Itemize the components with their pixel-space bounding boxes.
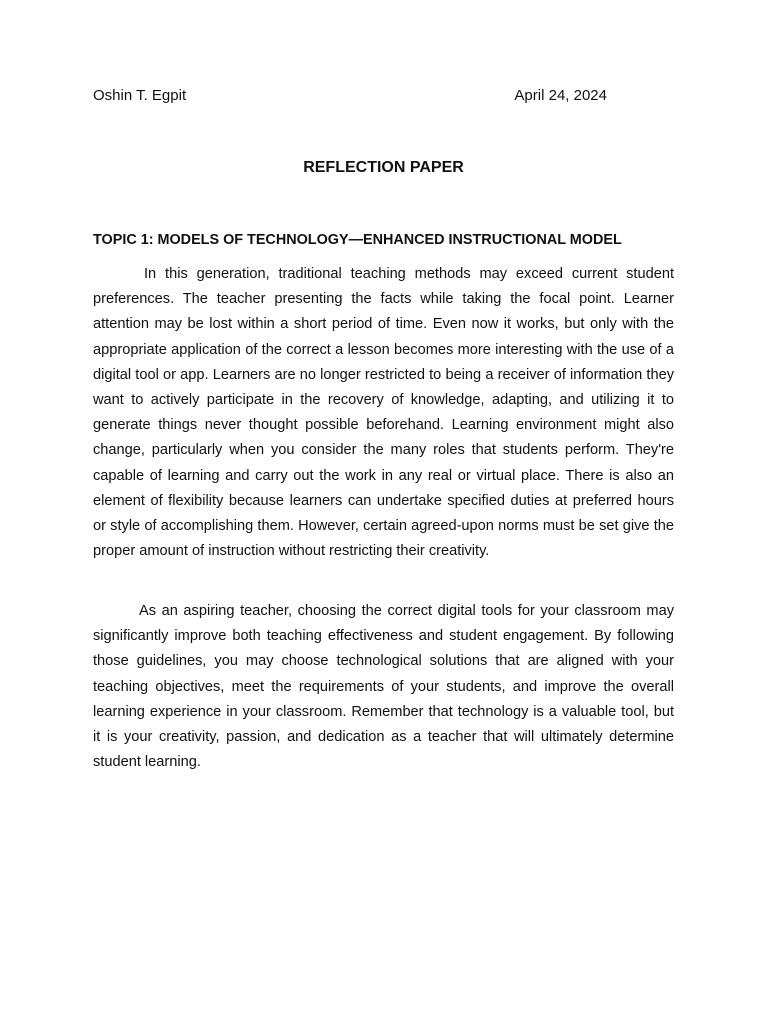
topic-heading: TOPIC 1: MODELS OF TECHNOLOGY—ENHANCED INSTRUCTIONAL MODEL	[93, 232, 622, 248]
paragraph-1: In this generation, traditional teaching methods may exceed current student preferences. The teacher presenting the facts while taking the focal point. Learner attention may be lost within a short period of time. Even now it works, but only with the appropriate application of the correct a lesson becomes more interesting with the use of a digital tool or app. Learners are no longer restricted to being a receiver of information they want to actively participate in the recovery of knowledge, adapting, and utilizing it to generate things never thought possible beforehand. Learning environment might also change, particularly when you consider the many roles that students perform. They're capable of learning and carry out the work in any real or virtual place. There is also an element of flexibility because learners can undertake specified duties at preferred hours or style of accomplishing them. However, certain agreed-upon norms must be set give the proper amount of instruction without restricting their creativity.	[93, 266, 674, 560]
paragraph-2: As an aspiring teacher, choosing the correct digital tools for your classroom may significantly improve both teaching effectiveness and student engagement. By following those guidelines, you may choose technological solutions that are aligned with your teaching objectives, meet the requirements of your students, and improve the overall learning experience in your classroom. Remember that technology is a valuable tool, but it is your creativity, passion, and dedication as a teacher that will ultimately determine student learning.	[93, 603, 674, 771]
document-date: April 24, 2024	[514, 87, 607, 104]
document-header	[93, 86, 607, 106]
author-name: Oshin T. Egpit	[93, 87, 187, 104]
page-title: REFLECTION PAPER	[303, 159, 464, 176]
